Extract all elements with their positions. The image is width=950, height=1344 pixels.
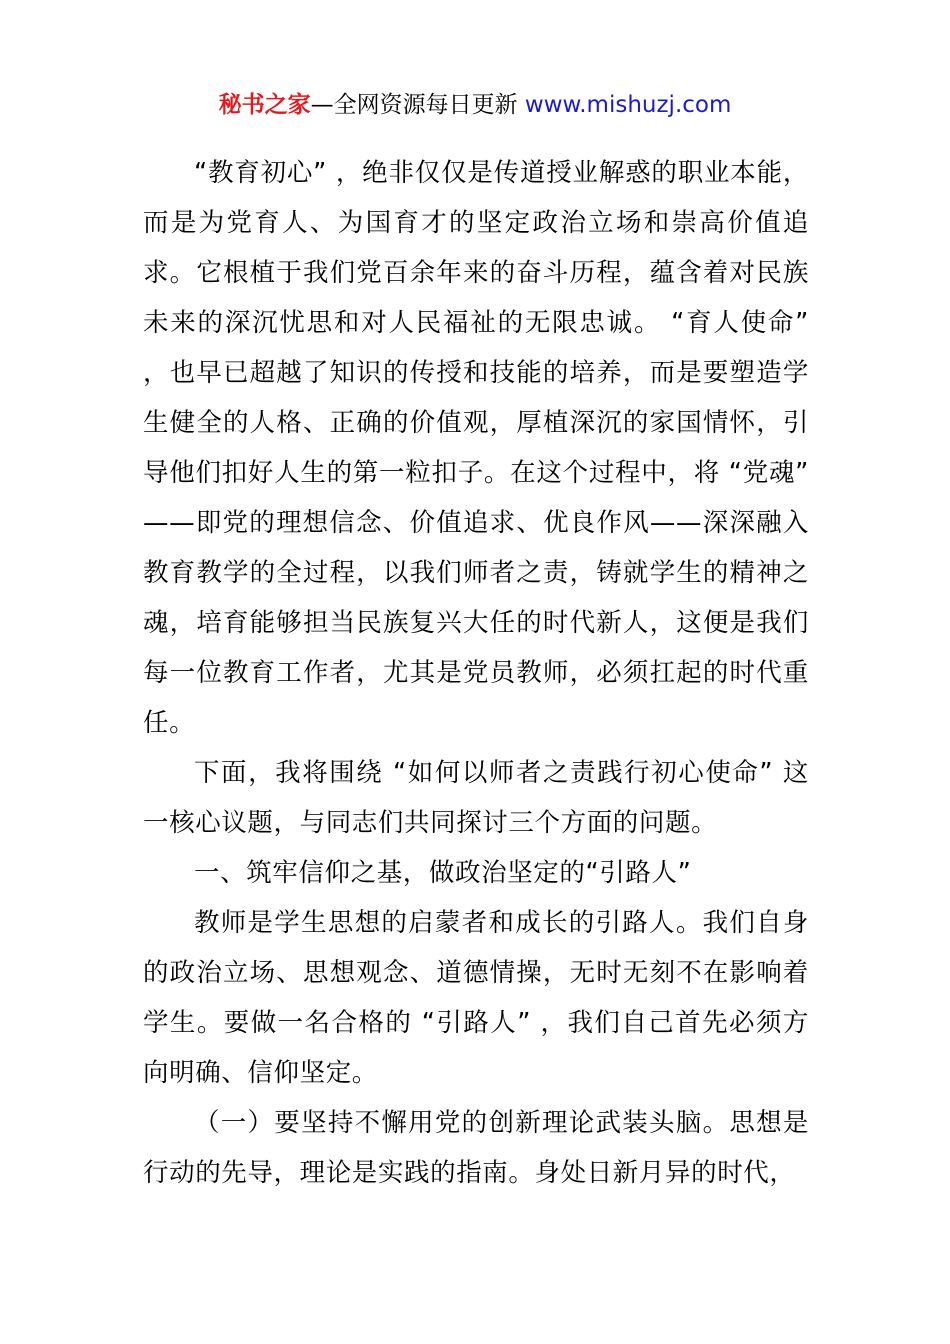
paragraph-topic: 下面，我将围绕 “如何以师者之责践行初心使命” 这一核心议题，与同志们共同探讨三个方面的问题。: [143, 758, 809, 838]
paragraph-intro: “教育初心” ，绝非仅仅是传道授业解惑的职业本能，而是为党育人、为国育才的坚定政治立场和崇高价值追求。它根植于我们党百余年来的奋斗历程，蕴含着对民族未来的深沉忧思和对人民福祉的无限忠诚。 “育人使命” ，也早已超越了知识的传授和技能的培养，而是要塑造学生健全的人格、正确的价值观，厚植深沉的家国情怀，引导他们扣好人生的第一粒扣子。在这个过程中，将 “党魂” ——即党的理想信念、价值追求、优良作风——深深融入教育教学的全过程，以我们师者之责，铸就学生的精神之魂，培育能够担当民族复兴大任的时代新人，这便是我们每一位教育工作者，尤其是党员教师，必须扛起的时代重任。: [143, 158, 809, 738]
brand-name: 秘书之家: [218, 92, 311, 118]
paragraph-section-1: 教师是学生思想的启蒙者和成长的引路人。我们自身的政治立场、思想观念、道德情操，无时无刻不在影响着学生。要做一名合格的 “引路人” ，我们自己首先必须方向明确、信仰坚定。: [143, 908, 809, 1088]
header-tagline: —全网资源每日更新: [310, 92, 525, 118]
document-body: [143, 148, 809, 1198]
section-heading-1: 一、筑牢信仰之基，做政治坚定的“引路人”: [194, 858, 692, 888]
website-url[interactable]: www.mishuzj.com: [524, 92, 732, 118]
paragraph-subsection-1: （一）要坚持不懈用党的创新理论武装头脑。思想是行动的先导，理论是实践的指南。身处日新月异的时代，: [143, 1108, 809, 1188]
page-header: [0, 88, 950, 122]
